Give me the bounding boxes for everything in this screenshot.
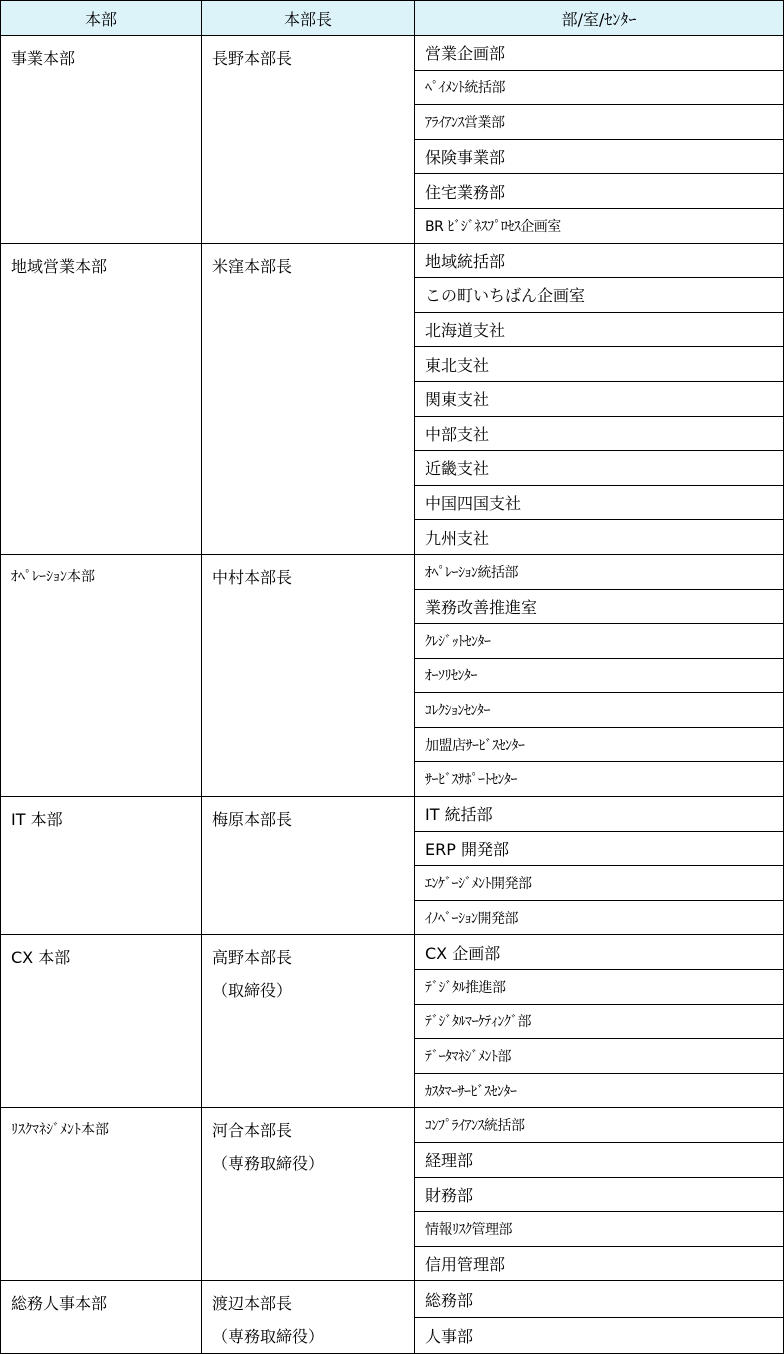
honbucho-cell <box>202 935 415 1108</box>
dept-name: 経理部 <box>415 1143 784 1178</box>
dept-name: ERP 開発部 <box>415 831 784 866</box>
dept-name: ｴﾝｹﾞｰｼﾞﾒﾝﾄ開発部 <box>415 866 784 901</box>
dept-name: 地域統括部 <box>415 243 784 278</box>
honbu-name: ﾘｽｸﾏﾈｼﾞﾒﾝﾄ本部 <box>1 1108 202 1281</box>
table-row <box>1 797 784 832</box>
table-row <box>1 935 784 970</box>
dept-name: ｺﾚｸｼｮﾝｾﾝﾀｰ <box>415 693 784 728</box>
honbu-name: 事業本部 <box>1 36 202 244</box>
honbucho-name: 米窪本部長 <box>212 256 293 276</box>
dept-name: CX 企画部 <box>415 935 784 970</box>
header-row <box>1 1 784 36</box>
dept-name: 関東支社 <box>415 381 784 416</box>
honbucho-title: （専務取締役） <box>212 1154 325 1174</box>
dept-name: ｱﾗｲｱﾝｽ営業部 <box>415 105 784 140</box>
table-row <box>1 1108 784 1143</box>
table-row <box>1 243 784 278</box>
honbucho-name: 梅原本部長 <box>212 810 293 830</box>
dept-name: 総務部 <box>415 1281 784 1318</box>
honbucho-name: 高野本部長 <box>212 948 293 968</box>
dept-name: 住宅業務部 <box>415 174 784 209</box>
dept-name: BR ﾋﾞｼﾞﾈｽﾌﾟﾛｾｽ企画室 <box>415 208 784 243</box>
honbucho-cell <box>202 797 415 935</box>
dept-name: ｵｰｿﾘｾﾝﾀｰ <box>415 658 784 693</box>
dept-name: ﾃﾞｰﾀﾏﾈｼﾞﾒﾝﾄ部 <box>415 1039 784 1074</box>
dept-name: 加盟店ｻｰﾋﾞｽｾﾝﾀｰ <box>415 727 784 762</box>
honbucho-name: 渡辺本部長 <box>212 1294 293 1314</box>
honbucho-title: （専務取締役） <box>212 1327 325 1347</box>
honbu-name: ｵﾍﾟﾚｰｼｮﾝ本部 <box>1 554 202 796</box>
honbu-name: CX 本部 <box>1 935 202 1108</box>
dept-name: ｲﾉﾍﾞｰｼｮﾝ開発部 <box>415 900 784 935</box>
dept-name: 近畿支社 <box>415 451 784 486</box>
dept-name: ｻｰﾋﾞｽｻﾎﾟｰﾄｾﾝﾀｰ <box>415 762 784 797</box>
honbucho-name: 河合本部長 <box>212 1121 293 1141</box>
header-honbu: 本部 <box>1 1 202 36</box>
dept-name: 九州支社 <box>415 520 784 555</box>
honbucho-cell <box>202 243 415 554</box>
honbucho-name: 長野本部長 <box>212 49 293 68</box>
dept-name: IT 統括部 <box>415 797 784 832</box>
dept-name: ﾃﾞｼﾞﾀﾙ推進部 <box>415 970 784 1005</box>
dept-name: この町いちばん企画室 <box>415 278 784 313</box>
dept-name: ｵﾍﾟﾚｰｼｮﾝ統括部 <box>415 554 784 589</box>
honbucho-cell <box>202 554 415 796</box>
dept-name: ﾃﾞｼﾞﾀﾙﾏｰｹﾃｨﾝｸﾞ部 <box>415 1004 784 1039</box>
honbucho-title: （取締役） <box>212 981 293 1001</box>
header-bu: 部/室/ｾﾝﾀｰ <box>415 1 784 36</box>
dept-name: 情報ﾘｽｸ管理部 <box>415 1212 784 1247</box>
dept-name: 財務部 <box>415 1177 784 1212</box>
dept-name: ｸﾚｼﾞｯﾄｾﾝﾀｰ <box>415 624 784 659</box>
honbucho-cell <box>202 36 415 244</box>
honbucho-cell <box>202 1281 415 1354</box>
dept-name: 信用管理部 <box>415 1246 784 1281</box>
dept-name: 北海道支社 <box>415 312 784 347</box>
honbu-name: 地域営業本部 <box>1 243 202 554</box>
table-row <box>1 36 784 71</box>
table-row <box>1 1281 784 1318</box>
dept-name: 業務改善推進室 <box>415 589 784 624</box>
honbucho-name: 中村本部長 <box>212 567 293 587</box>
dept-name: ｺﾝﾌﾟﾗｲｱﾝｽ統括部 <box>415 1108 784 1143</box>
table-row <box>1 554 784 589</box>
org-table-body <box>1 36 784 1354</box>
dept-name: 中部支社 <box>415 416 784 451</box>
dept-name: 保険事業部 <box>415 139 784 174</box>
honbu-name: IT 本部 <box>1 797 202 935</box>
dept-name: 東北支社 <box>415 347 784 382</box>
dept-name: 人事部 <box>415 1317 784 1354</box>
honbu-name: 総務人事本部 <box>1 1281 202 1354</box>
dept-name: ｶｽﾀﾏｰｻｰﾋﾞｽｾﾝﾀｰ <box>415 1073 784 1108</box>
dept-name: 営業企画部 <box>415 36 784 71</box>
dept-name: ﾍﾟｲﾒﾝﾄ統括部 <box>415 70 784 105</box>
dept-name: 中国四国支社 <box>415 485 784 520</box>
honbucho-cell <box>202 1108 415 1281</box>
header-honbucho: 本部長 <box>202 1 415 36</box>
